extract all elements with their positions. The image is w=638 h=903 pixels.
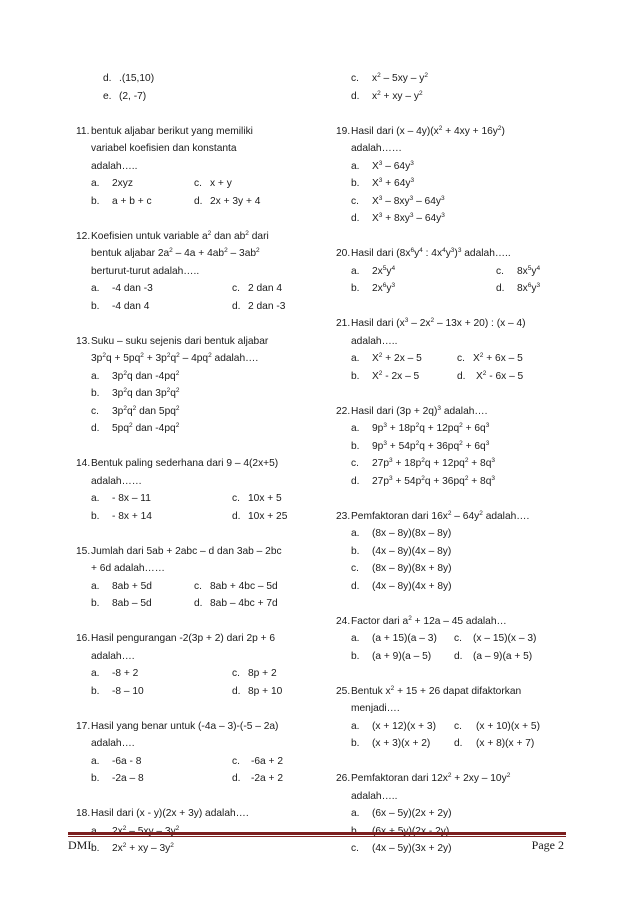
option-letter: b. bbox=[91, 685, 100, 697]
spacer bbox=[336, 228, 586, 246]
option-line bbox=[336, 193, 586, 211]
question-line bbox=[76, 333, 322, 351]
question-number: 21. bbox=[336, 318, 351, 329]
option-line bbox=[336, 70, 586, 88]
option-line bbox=[76, 683, 322, 701]
option-line bbox=[336, 368, 586, 386]
option-text: $x^2 - 5xy - y^2$ bbox=[372, 72, 428, 84]
question-line bbox=[76, 158, 322, 176]
footer-left-text: DMI bbox=[68, 838, 92, 852]
option-line bbox=[76, 70, 322, 88]
option-letter: c. bbox=[351, 843, 359, 854]
question-block bbox=[76, 333, 322, 438]
option-letter: b. bbox=[351, 370, 360, 382]
question-number: 12. bbox=[76, 230, 91, 242]
option-line bbox=[336, 263, 586, 281]
option-text: -2a – 8 bbox=[112, 773, 144, 784]
question-text: Hasil dari $(x - 4y)(x^2 + 4xy + 16y^2)$ bbox=[351, 124, 505, 137]
option-line bbox=[76, 298, 322, 316]
question-line bbox=[336, 140, 586, 158]
option-text: .(15,10) bbox=[119, 73, 155, 84]
spacer bbox=[336, 105, 586, 123]
option-line bbox=[76, 578, 322, 596]
option-text: $2x^2$ + xy – $3y^2$ bbox=[112, 842, 174, 854]
option-text: a + b + c bbox=[112, 195, 152, 207]
question-block bbox=[76, 228, 322, 316]
question-line bbox=[76, 560, 322, 578]
option-letter: a. bbox=[91, 283, 100, 294]
option-line bbox=[76, 508, 322, 526]
question-line bbox=[76, 473, 322, 491]
option-letter: b. bbox=[91, 388, 100, 399]
question-text: Koefisien untuk variable $a^2$ dan $ab^2$ dari bbox=[91, 229, 269, 242]
option-line bbox=[76, 175, 322, 193]
question-number: 24. bbox=[336, 615, 351, 627]
question-line bbox=[76, 245, 322, 263]
question-line bbox=[336, 788, 586, 806]
option-letter: d. bbox=[454, 738, 463, 749]
question-line bbox=[76, 630, 322, 648]
option-letter: a. bbox=[351, 423, 360, 434]
option-text: x + y bbox=[210, 178, 232, 189]
question-block bbox=[336, 245, 586, 298]
question-number: 22. bbox=[336, 405, 351, 417]
option-text: 8p + 10 bbox=[248, 685, 283, 697]
option-letter: c. bbox=[454, 720, 462, 732]
option-letter: a. bbox=[351, 353, 360, 364]
option-text: (4x – 8y)(4x + 8y) bbox=[372, 580, 452, 592]
option-text: 8ab – 4bc + 7d bbox=[210, 598, 278, 609]
option-text: - 8x + 14 bbox=[112, 510, 152, 522]
question-line bbox=[76, 648, 322, 666]
question-text: adalah….. bbox=[351, 790, 398, 802]
option-line bbox=[76, 88, 322, 106]
option-text: $2x^5y^4$ bbox=[372, 264, 396, 277]
option-letter: a. bbox=[91, 580, 100, 592]
question-line bbox=[336, 333, 586, 351]
option-letter: b. bbox=[91, 598, 100, 609]
question-text: bentuk aljabar $2a^2 - 4a + 4ab^2 - 3ab^2$ bbox=[91, 247, 260, 259]
right-column bbox=[336, 70, 586, 858]
option-text: (6x – 5y)(2x + 2y) bbox=[372, 808, 452, 819]
question-block bbox=[336, 403, 586, 491]
option-text: (a – 9)(a + 5) bbox=[473, 650, 533, 662]
option-letter: c. bbox=[232, 668, 240, 679]
footer-rule bbox=[68, 832, 566, 835]
option-letter: d. bbox=[194, 598, 203, 609]
option-letter: c. bbox=[232, 755, 240, 767]
option-line bbox=[76, 420, 322, 438]
spacer bbox=[76, 700, 322, 718]
option-line bbox=[76, 193, 322, 211]
option-letter: c. bbox=[351, 458, 359, 469]
option-text: $X^3 - 8xy^3 - 64y^3$ bbox=[372, 194, 445, 207]
option-line bbox=[336, 543, 586, 561]
question-line bbox=[76, 123, 322, 141]
spacer bbox=[336, 665, 586, 683]
option-text: 2xyz bbox=[112, 178, 133, 189]
option-line bbox=[76, 403, 322, 421]
option-letter: a. bbox=[91, 825, 100, 837]
option-letter: a. bbox=[91, 493, 100, 504]
option-text: 8p + 2 bbox=[248, 668, 277, 679]
option-line bbox=[336, 420, 586, 438]
option-text: $9p^3 + 18p^2q + 12pq^2 + 6q^3$ bbox=[372, 422, 490, 434]
spacer bbox=[76, 438, 322, 456]
question-block bbox=[76, 543, 322, 613]
question-line bbox=[336, 613, 586, 631]
option-letter: d. bbox=[232, 685, 241, 697]
question-block bbox=[336, 123, 586, 228]
option-text: $2x^6y^3$ bbox=[372, 282, 396, 294]
question-line bbox=[76, 805, 322, 823]
option-line bbox=[336, 280, 586, 298]
option-text: $x^2$ + xy – $y^2$ bbox=[372, 89, 423, 102]
option-letter: c. bbox=[351, 563, 359, 574]
option-letter: b. bbox=[351, 650, 360, 662]
option-letter: b. bbox=[351, 178, 360, 189]
option-text: $X^3 + 8xy^3 - 64y^3$ bbox=[372, 212, 445, 224]
option-text: (a + 9)(a – 5) bbox=[372, 650, 432, 662]
option-letter: c. bbox=[194, 178, 202, 189]
question-line bbox=[76, 455, 322, 473]
option-text: $3p^2q^2$ dan $5pq^2$ bbox=[112, 404, 180, 417]
spacer bbox=[336, 490, 586, 508]
option-letter: d. bbox=[351, 580, 360, 592]
option-text: $3p^2q$ dan $3p^2q^2$ bbox=[112, 387, 180, 399]
question-line bbox=[76, 263, 322, 281]
option-text: $X^2 + 6x - 5$ bbox=[473, 352, 523, 364]
question-block bbox=[336, 613, 586, 666]
option-letter: d. bbox=[232, 510, 241, 522]
option-line bbox=[76, 753, 322, 771]
option-letter: c. bbox=[454, 633, 462, 644]
option-letter: a. bbox=[91, 178, 100, 189]
option-text: 8ab + 5d bbox=[112, 580, 152, 592]
question-line bbox=[336, 403, 586, 421]
option-text: -4 dan 4 bbox=[112, 300, 150, 312]
footer-page-number: Page 2 bbox=[531, 838, 564, 852]
option-text: 8ab – 5d bbox=[112, 598, 152, 609]
option-letter: a. bbox=[351, 160, 360, 172]
option-text: $X^3 - 64y^3$ bbox=[372, 159, 414, 172]
option-line bbox=[76, 770, 322, 788]
question-text: Hasil yang benar untuk (-4a – 3)-(-5 – 2a) bbox=[91, 720, 279, 732]
option-line bbox=[76, 385, 322, 403]
option-text: (4x – 5y)(3x + 2y) bbox=[372, 843, 452, 854]
question-text: Hasil dari $(x^3 - 2x^2 - 13x + 20)$ : (x – 4) bbox=[351, 317, 526, 329]
spacer bbox=[336, 298, 586, 316]
option-text: 10x + 25 bbox=[248, 510, 288, 522]
option-letter: d. bbox=[351, 90, 360, 102]
question-line bbox=[336, 123, 586, 141]
question-text: Bentuk $x^2 + 15 + 26$ dapat difaktorkan bbox=[351, 684, 522, 697]
question-text: adalah…… bbox=[91, 475, 142, 487]
question-text: adalah….. bbox=[91, 160, 138, 172]
question-number: 23. bbox=[336, 510, 351, 522]
option-text: -6a - 8 bbox=[112, 755, 142, 767]
question-line bbox=[76, 735, 322, 753]
spacer bbox=[336, 753, 586, 771]
option-letter: d. bbox=[454, 650, 463, 662]
option-line bbox=[336, 158, 586, 176]
question-block bbox=[76, 123, 322, 211]
option-text: -8 – 10 bbox=[112, 685, 144, 697]
option-line bbox=[336, 438, 586, 456]
option-line bbox=[336, 455, 586, 473]
question-number: 18. bbox=[76, 808, 91, 819]
option-text: (x + 8)(x + 7) bbox=[476, 738, 535, 749]
option-letter: b. bbox=[91, 510, 100, 522]
option-letter: b. bbox=[91, 195, 100, 207]
spacer bbox=[76, 613, 322, 631]
spacer bbox=[76, 315, 322, 333]
option-text: 8ab + 4bc – 5d bbox=[210, 580, 278, 592]
option-letter: a. bbox=[351, 633, 360, 644]
option-letter: c. bbox=[351, 195, 359, 207]
option-text: (6x + 5y)(2x - 2y) bbox=[372, 825, 450, 837]
option-text: (x + 10)(x + 5) bbox=[476, 720, 540, 732]
option-text: $X^2 - 6x - 5$ bbox=[476, 369, 524, 382]
option-text: (8x – 8y)(8x – 8y) bbox=[372, 528, 452, 539]
question-text: + 6d adalah…… bbox=[91, 563, 165, 574]
option-text: (x + 12)(x + 3) bbox=[372, 720, 436, 732]
option-letter: d. bbox=[103, 73, 112, 84]
question-text: Pemfaktoran dari $16x^2 - 64y^2$ adalah…. bbox=[351, 509, 530, 522]
option-letter: e. bbox=[103, 90, 112, 102]
question-text: Hasil dari (x - y)(2x + 3y) adalah…. bbox=[91, 808, 249, 819]
question-number: 11. bbox=[76, 125, 90, 137]
option-line bbox=[336, 525, 586, 543]
option-text: -6a + 2 bbox=[251, 755, 284, 767]
question-line bbox=[336, 770, 586, 788]
option-text: 2x + 3y + 4 bbox=[210, 195, 261, 207]
option-text: $X^3 + 64y^3$ bbox=[372, 177, 415, 189]
option-line bbox=[336, 805, 586, 823]
option-text: $3p^2q$ dan $-4pq^2$ bbox=[112, 369, 180, 382]
option-letter: a. bbox=[91, 755, 100, 767]
option-letter: a. bbox=[351, 808, 360, 819]
option-text: (4x – 8y)(4x – 8y) bbox=[372, 545, 452, 557]
question-text: Bentuk paling sederhana dari 9 – 4(2x+5) bbox=[91, 458, 279, 469]
question-text: Factor dari $a^2 + 12a - 45$ adalah… bbox=[351, 614, 507, 627]
spacer bbox=[76, 105, 322, 123]
option-letter: d. bbox=[457, 370, 466, 382]
option-line bbox=[76, 665, 322, 683]
option-line bbox=[76, 840, 322, 858]
option-text: $2x^2 - 5xy - 3y^2$ bbox=[112, 824, 180, 837]
question-block bbox=[336, 508, 586, 596]
option-letter: b. bbox=[91, 843, 100, 854]
question-line bbox=[76, 718, 322, 736]
option-line bbox=[336, 718, 586, 736]
option-text: $5pq^2$ dan $-4pq^2$ bbox=[112, 422, 180, 434]
question-text: variabel koefisien dan konstanta bbox=[91, 143, 237, 154]
question-line bbox=[76, 228, 322, 246]
option-text: - 8x – 11 bbox=[112, 493, 151, 504]
option-letter: a. bbox=[351, 265, 360, 277]
option-text: 2 dan -3 bbox=[248, 300, 286, 312]
option-letter: d. bbox=[351, 213, 360, 224]
option-text: -2a + 2 bbox=[251, 773, 284, 784]
option-text: $X^2 - 2x - 5$ bbox=[372, 369, 420, 382]
question-text: adalah…… bbox=[351, 143, 402, 154]
option-letter: c. bbox=[194, 580, 202, 592]
question-text: Hasil dari $(3p + 2q)^3$ adalah…. bbox=[351, 404, 488, 417]
option-text: $27p^3 + 18p^2q + 12pq^2 + 8q^3$ bbox=[372, 457, 496, 469]
option-letter: c. bbox=[457, 353, 465, 364]
question-text: Pemfaktoran dari $12x^2 + 2xy - 10y^2$ bbox=[351, 772, 511, 784]
question-number: 15. bbox=[76, 545, 91, 557]
question-text: $3p^2q + 5pq^2 + 3p^2q^2 - 4pq^2$ adalah…. bbox=[91, 352, 259, 364]
question-line bbox=[336, 683, 586, 701]
option-letter: d. bbox=[496, 283, 505, 294]
option-line bbox=[76, 595, 322, 613]
question-text: berturut-turut adalah….. bbox=[91, 265, 200, 277]
option-line bbox=[336, 735, 586, 753]
spacer bbox=[76, 525, 322, 543]
question-line bbox=[336, 700, 586, 718]
option-line bbox=[336, 473, 586, 491]
option-line bbox=[76, 368, 322, 386]
option-line bbox=[336, 648, 586, 666]
question-block bbox=[336, 683, 586, 753]
option-line bbox=[76, 490, 322, 508]
question-line bbox=[336, 245, 586, 263]
option-line bbox=[336, 630, 586, 648]
option-line bbox=[336, 578, 586, 596]
option-letter: b. bbox=[351, 283, 360, 294]
question-line bbox=[336, 315, 586, 333]
option-text: $8x^6y^3$ bbox=[517, 282, 541, 294]
option-text: (x – 15)(x – 3) bbox=[473, 633, 537, 644]
option-line bbox=[336, 350, 586, 368]
option-text: 2 dan 4 bbox=[248, 283, 282, 294]
spacer bbox=[336, 595, 586, 613]
option-line bbox=[336, 560, 586, 578]
option-letter: d. bbox=[232, 773, 241, 784]
option-text: (a + 15)(a – 3) bbox=[372, 633, 437, 644]
option-letter: b. bbox=[351, 825, 360, 837]
question-line bbox=[336, 508, 586, 526]
option-letter: c. bbox=[351, 73, 359, 84]
question-number: 17. bbox=[76, 720, 91, 732]
question-text: Suku – suku sejenis dari bentuk aljabar bbox=[91, 335, 269, 347]
question-number: 13. bbox=[76, 335, 91, 347]
question-text: adalah….. bbox=[351, 335, 398, 347]
option-letter: d. bbox=[91, 423, 100, 434]
option-letter: d. bbox=[232, 300, 241, 312]
question-text: Jumlah dari 5ab + 2abc – d dan 3ab – 2bc bbox=[91, 545, 282, 557]
question-text: Hasil dari ($8x^6y^4$ : $4x^4y^3)^3$ adalah….. bbox=[351, 247, 511, 259]
option-letter: b. bbox=[91, 300, 100, 312]
option-letter: b. bbox=[351, 545, 360, 557]
option-letter: d. bbox=[351, 475, 360, 487]
option-letter: c. bbox=[496, 265, 504, 277]
option-text: (8x – 8y)(8x + 8y) bbox=[372, 563, 452, 574]
option-text: 10x + 5 bbox=[248, 493, 282, 504]
question-block bbox=[336, 315, 586, 385]
left-column bbox=[76, 70, 322, 858]
question-block bbox=[76, 718, 322, 788]
option-letter: c. bbox=[232, 283, 240, 294]
question-number: 25. bbox=[336, 685, 351, 697]
option-line bbox=[336, 88, 586, 106]
option-text: $8x^5y^4$ bbox=[517, 264, 541, 277]
option-text: (x + 3)(x + 2) bbox=[372, 738, 431, 749]
option-letter: a. bbox=[351, 528, 360, 539]
option-text: $27p^3 + 54p^2q + 36pq^2 + 8q^3$ bbox=[372, 474, 496, 487]
question-text: adalah…. bbox=[91, 650, 135, 662]
option-letter: d. bbox=[194, 195, 203, 207]
option-text: -4 dan -3 bbox=[112, 283, 153, 294]
option-letter: c. bbox=[91, 405, 99, 417]
option-letter: a. bbox=[351, 720, 360, 732]
spacer bbox=[336, 385, 586, 403]
question-line bbox=[76, 140, 322, 158]
option-text: (2, -7) bbox=[119, 90, 147, 102]
question-text: menjadi…. bbox=[351, 703, 400, 714]
question-number: 20. bbox=[336, 248, 351, 259]
question-number: 26. bbox=[336, 773, 351, 784]
option-line bbox=[76, 280, 322, 298]
option-text: $9p^3 + 54p^2q + 36pq^2 + 6q^3$ bbox=[372, 439, 490, 452]
option-line bbox=[336, 175, 586, 193]
option-letter: a. bbox=[91, 668, 100, 679]
question-text: adalah…. bbox=[91, 738, 135, 749]
spacer bbox=[76, 788, 322, 806]
question-block bbox=[76, 455, 322, 525]
option-letter: c. bbox=[232, 493, 240, 504]
question-number: 19. bbox=[336, 125, 351, 137]
option-text: -8 + 2 bbox=[112, 668, 139, 679]
question-text: Hasil pengurangan -2(3p + 2) dari 2p + 6 bbox=[91, 633, 276, 644]
question-line bbox=[76, 350, 322, 368]
option-line bbox=[336, 210, 586, 228]
option-letter: b. bbox=[351, 440, 360, 452]
spacer bbox=[76, 210, 322, 228]
option-letter: b. bbox=[351, 738, 360, 749]
option-text: $X^2 + 2x - 5$ bbox=[372, 352, 422, 364]
question-text: bentuk aljabar berikut yang memiliki bbox=[91, 125, 253, 137]
question-number: 14. bbox=[76, 458, 91, 469]
question-block bbox=[76, 630, 322, 700]
option-letter: a. bbox=[91, 370, 100, 382]
question-number: 16. bbox=[76, 633, 91, 644]
question-line bbox=[76, 543, 322, 561]
option-letter: b. bbox=[91, 773, 100, 784]
